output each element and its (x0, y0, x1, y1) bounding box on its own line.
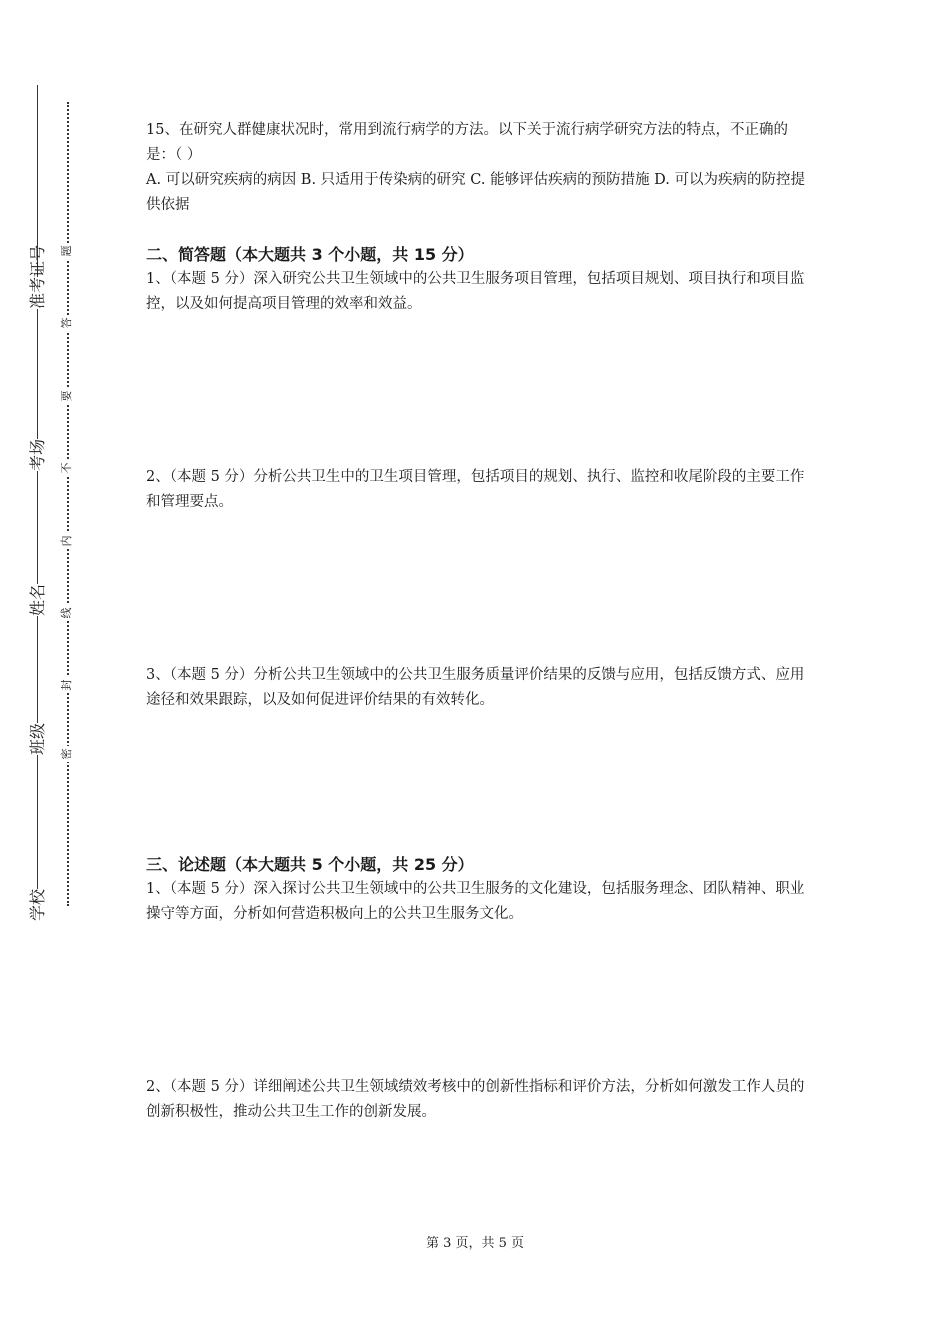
section-2-question-3 (146, 663, 811, 713)
question-15 (146, 118, 811, 218)
section-3-title: 三、论述题（本大题共 5 个小题，共 25 分） (146, 855, 474, 874)
question-15-stem: 15、在研究人群健康状况时，常用到流行病学的方法。以下关于流行病学研究方法的特点，不正确的是：（ ） (146, 122, 788, 163)
question-text: 2、（本题 5 分）详细阐述公共卫生领域绩效考核中的创新性指标和评价方法，分析如何激发工作人员的创新积极性，推动公共卫生工作的创新发展。 (146, 1079, 805, 1120)
question-15-options: A. 可以研究疾病的病因 B. 只适用于传染病的研究 C. 能够评估疾病的预防措施 D. 可以为疾病的防控提供依据 (146, 172, 806, 213)
seal-char: 密 (59, 746, 75, 762)
section-2-question-2 (146, 465, 811, 515)
school-label: 学校 (28, 888, 47, 921)
question-text: 2、（本题 5 分）分析公共卫生中的卫生项目管理，包括项目的规划、执行、监控和收尾阶段的主要工作和管理要点。 (146, 469, 805, 510)
binding-solid-line (37, 85, 38, 920)
section-3-question-2 (146, 1075, 811, 1125)
name-label: 姓名 (28, 583, 47, 616)
page-number-footer: 第 3 页，共 5 页 (425, 1236, 525, 1251)
seal-char: 内 (59, 533, 75, 549)
seal-char: 题 (59, 243, 75, 259)
question-text: 3、（本题 5 分）分析公共卫生领域中的公共卫生服务质量评价结果的反馈与应用，包括反馈方式、应用途径和效果跟踪，以及如何促进评价结果的有效转化。 (146, 667, 805, 708)
section-2-title: 二、简答题（本大题共 3 个小题，共 15 分） (146, 245, 474, 264)
exam-id-label: 准考证号 (28, 244, 47, 309)
binding-margin (0, 0, 110, 1344)
seal-char: 要 (59, 388, 75, 404)
section-3-question-1 (146, 877, 811, 927)
seal-dotted-line (67, 102, 69, 906)
seal-char: 封 (59, 677, 75, 693)
seal-char: 答 (59, 315, 75, 331)
section-2-question-1 (146, 267, 811, 317)
exam-room-label: 考场 (28, 438, 47, 471)
question-text: 1、（本题 5 分）深入探讨公共卫生领域中的公共卫生服务的文化建设，包括服务理念、团队精神、职业操守等方面，分析如何营造积极向上的公共卫生服务文化。 (146, 881, 805, 922)
seal-char: 不 (59, 460, 75, 476)
exam-content (146, 118, 811, 1125)
question-text: 1、（本题 5 分）深入研究公共卫生领域中的公共卫生服务项目管理，包括项目规划、项目执行和项目监控，以及如何提高项目管理的效率和效益。 (146, 271, 805, 312)
class-label: 班级 (28, 722, 47, 755)
seal-char: 线 (59, 605, 75, 621)
